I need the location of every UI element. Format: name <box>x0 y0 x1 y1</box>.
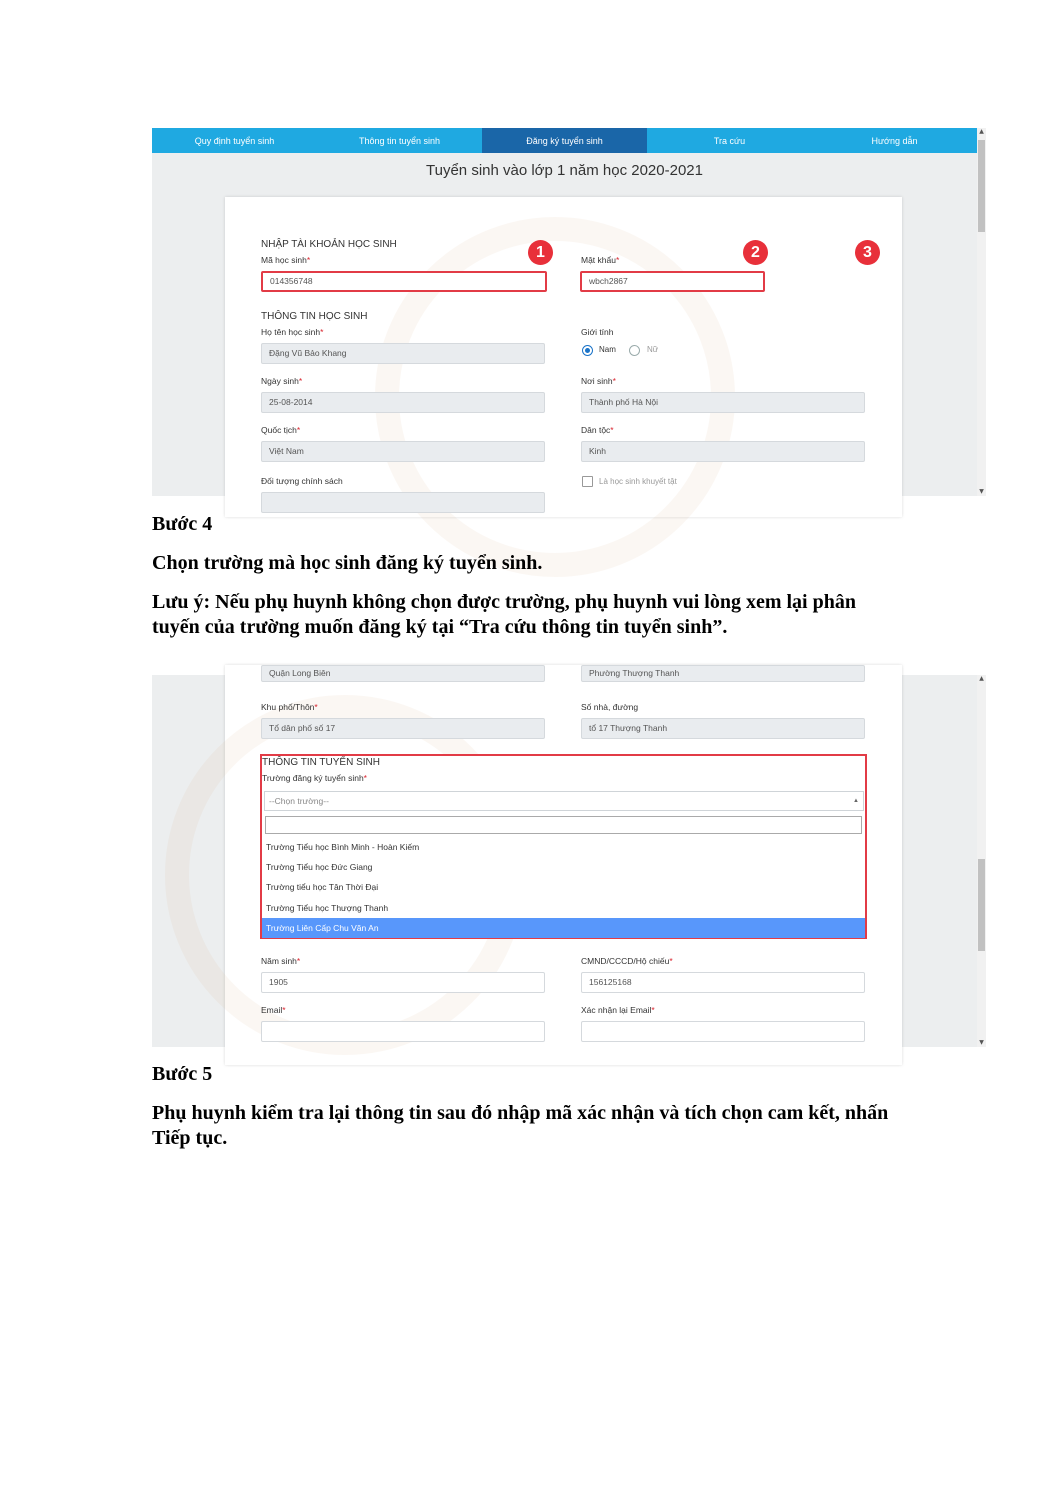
student-id-label: Mã học sinh* <box>261 255 311 265</box>
email-confirm-label: Xác nhận lại Email* <box>581 1005 655 1015</box>
fullname-input[interactable]: Đặng Vũ Bảo Khang <box>261 343 545 364</box>
nationality-label: Quốc tịch* <box>261 425 301 435</box>
page-title: Tuyển sinh vào lớp 1 năm học 2020-2021 <box>426 162 703 179</box>
disabled-checkbox[interactable] <box>582 476 593 487</box>
form-card <box>225 197 902 517</box>
school-option[interactable]: Trường Tiểu học Đức Giang <box>262 857 865 877</box>
school-search-input[interactable] <box>265 816 862 834</box>
scroll-down-arrow[interactable]: ▼ <box>979 1039 984 1046</box>
nav-regulations[interactable]: Quy định tuyển sinh <box>194 135 275 146</box>
nav-lookup[interactable]: Tra cứu <box>713 135 746 146</box>
district-input[interactable]: Quận Long Biên <box>261 665 545 682</box>
step5-line1: Phụ huynh kiểm tra lại thông tin sau đó nhập mã xác nhận và tích chọn cam kết, nhấn <box>152 1102 889 1124</box>
school-option[interactable]: Trường tiểu học Tân Thời Đại <box>262 877 865 897</box>
scroll-thumb[interactable] <box>978 859 985 951</box>
birthplace-input[interactable]: Thành phố Hà Nội <box>581 392 865 413</box>
admission-section-title: THÔNG TIN TUYỂN SINH <box>262 757 380 768</box>
chevron-up-icon: ▲ <box>853 798 859 804</box>
step4-note-line1: Lưu ý: Nếu phụ huynh không chọn được trường, phụ huynh vui lòng xem lại phân <box>152 591 856 613</box>
email-label: Email* <box>261 1005 286 1015</box>
gender-male-radio[interactable] <box>582 345 593 356</box>
step-badge-1: 1 <box>528 240 553 265</box>
school-option[interactable]: Trường Tiểu học Thượng Thanh <box>262 898 865 918</box>
step5-line2: Tiếp tục. <box>152 1127 228 1149</box>
dob-input[interactable]: 25-08-2014 <box>261 392 545 413</box>
registration-screenshot-bottom <box>152 668 986 1047</box>
dob-label: Ngày sinh* <box>261 376 303 386</box>
scroll-down-arrow[interactable]: ▼ <box>979 488 984 495</box>
student-section-title: THÔNG TIN HỌC SINH <box>261 311 368 322</box>
email-input[interactable] <box>261 1021 545 1042</box>
email-confirm-input[interactable] <box>581 1021 865 1042</box>
registration-screenshot-top <box>152 128 986 496</box>
step5-heading: Bước 5 <box>152 1063 213 1085</box>
gender-label: Giới tính <box>581 327 614 337</box>
hamlet-input[interactable]: Tổ dân phố số 17 <box>261 718 545 739</box>
step4-instruction: Chọn trường mà học sinh đăng ký tuyển sinh. <box>152 552 543 574</box>
fullname-label: Họ tên học sinh* <box>261 327 324 337</box>
idcard-label: CMND/CCCD/Hộ chiếu* <box>581 956 673 966</box>
nationality-input[interactable]: Việt Nam <box>261 441 545 462</box>
scroll-up-arrow[interactable]: ▲ <box>979 675 984 682</box>
account-section-title: NHẬP TÀI KHOẢN HỌC SINH <box>261 239 397 250</box>
page-scrollbar-2[interactable] <box>977 675 986 1047</box>
policy-label: Đối tượng chính sách <box>261 476 343 486</box>
student-id-input[interactable]: 014356748 <box>261 271 547 292</box>
page-scrollbar[interactable] <box>977 128 986 496</box>
password-input[interactable]: wbch2867 <box>580 271 765 292</box>
step-badge-2: 2 <box>743 240 768 265</box>
disabled-label: Là học sinh khuyết tật <box>599 477 677 486</box>
street-input[interactable]: tổ 17 Thượng Thanh <box>581 718 865 739</box>
nav-guide[interactable]: Hướng dẫn <box>871 135 918 146</box>
school-label: Trường đăng ký tuyển sinh* <box>262 773 367 783</box>
ethnicity-input[interactable]: Kinh <box>581 441 865 462</box>
birthyear-input[interactable]: 1905 <box>261 972 545 993</box>
idcard-input[interactable]: 156125168 <box>581 972 865 993</box>
password-label: Mật khẩu* <box>581 255 620 265</box>
nav-register[interactable]: Đăng ký tuyển sinh <box>482 128 647 153</box>
step4-note-line2: tuyến của trường muốn đăng ký tại “Tra cứu thông tin tuyển sinh”. <box>152 616 728 638</box>
ethnicity-label: Dân tộc* <box>581 425 614 435</box>
nav-admission-info[interactable]: Thông tin tuyển sinh <box>358 135 441 146</box>
policy-select[interactable] <box>261 492 545 513</box>
scroll-up-arrow[interactable]: ▲ <box>979 128 984 135</box>
gender-female-radio[interactable] <box>629 345 640 356</box>
hamlet-label: Khu phố/Thôn* <box>261 702 318 712</box>
ward-input[interactable]: Phường Thượng Thanh <box>581 665 865 682</box>
school-option-selected[interactable]: Trường Liên Cấp Chu Văn An <box>262 918 865 938</box>
step4-heading: Bước 4 <box>152 513 213 535</box>
school-option[interactable]: Trường Tiểu học Bình Minh - Hoàn Kiếm <box>262 837 865 857</box>
step-badge-3: 3 <box>855 240 880 265</box>
birthplace-label: Nơi sinh* <box>581 376 616 386</box>
street-label: Số nhà, đường <box>581 702 639 712</box>
school-select[interactable]: --Chọn trường-- ▲ <box>264 791 864 811</box>
gender-male-label: Nam <box>599 345 616 354</box>
gender-female-label: Nữ <box>647 345 659 354</box>
main-navbar <box>152 128 977 153</box>
scroll-thumb[interactable] <box>978 140 985 232</box>
birthyear-label: Năm sinh* <box>261 956 301 966</box>
